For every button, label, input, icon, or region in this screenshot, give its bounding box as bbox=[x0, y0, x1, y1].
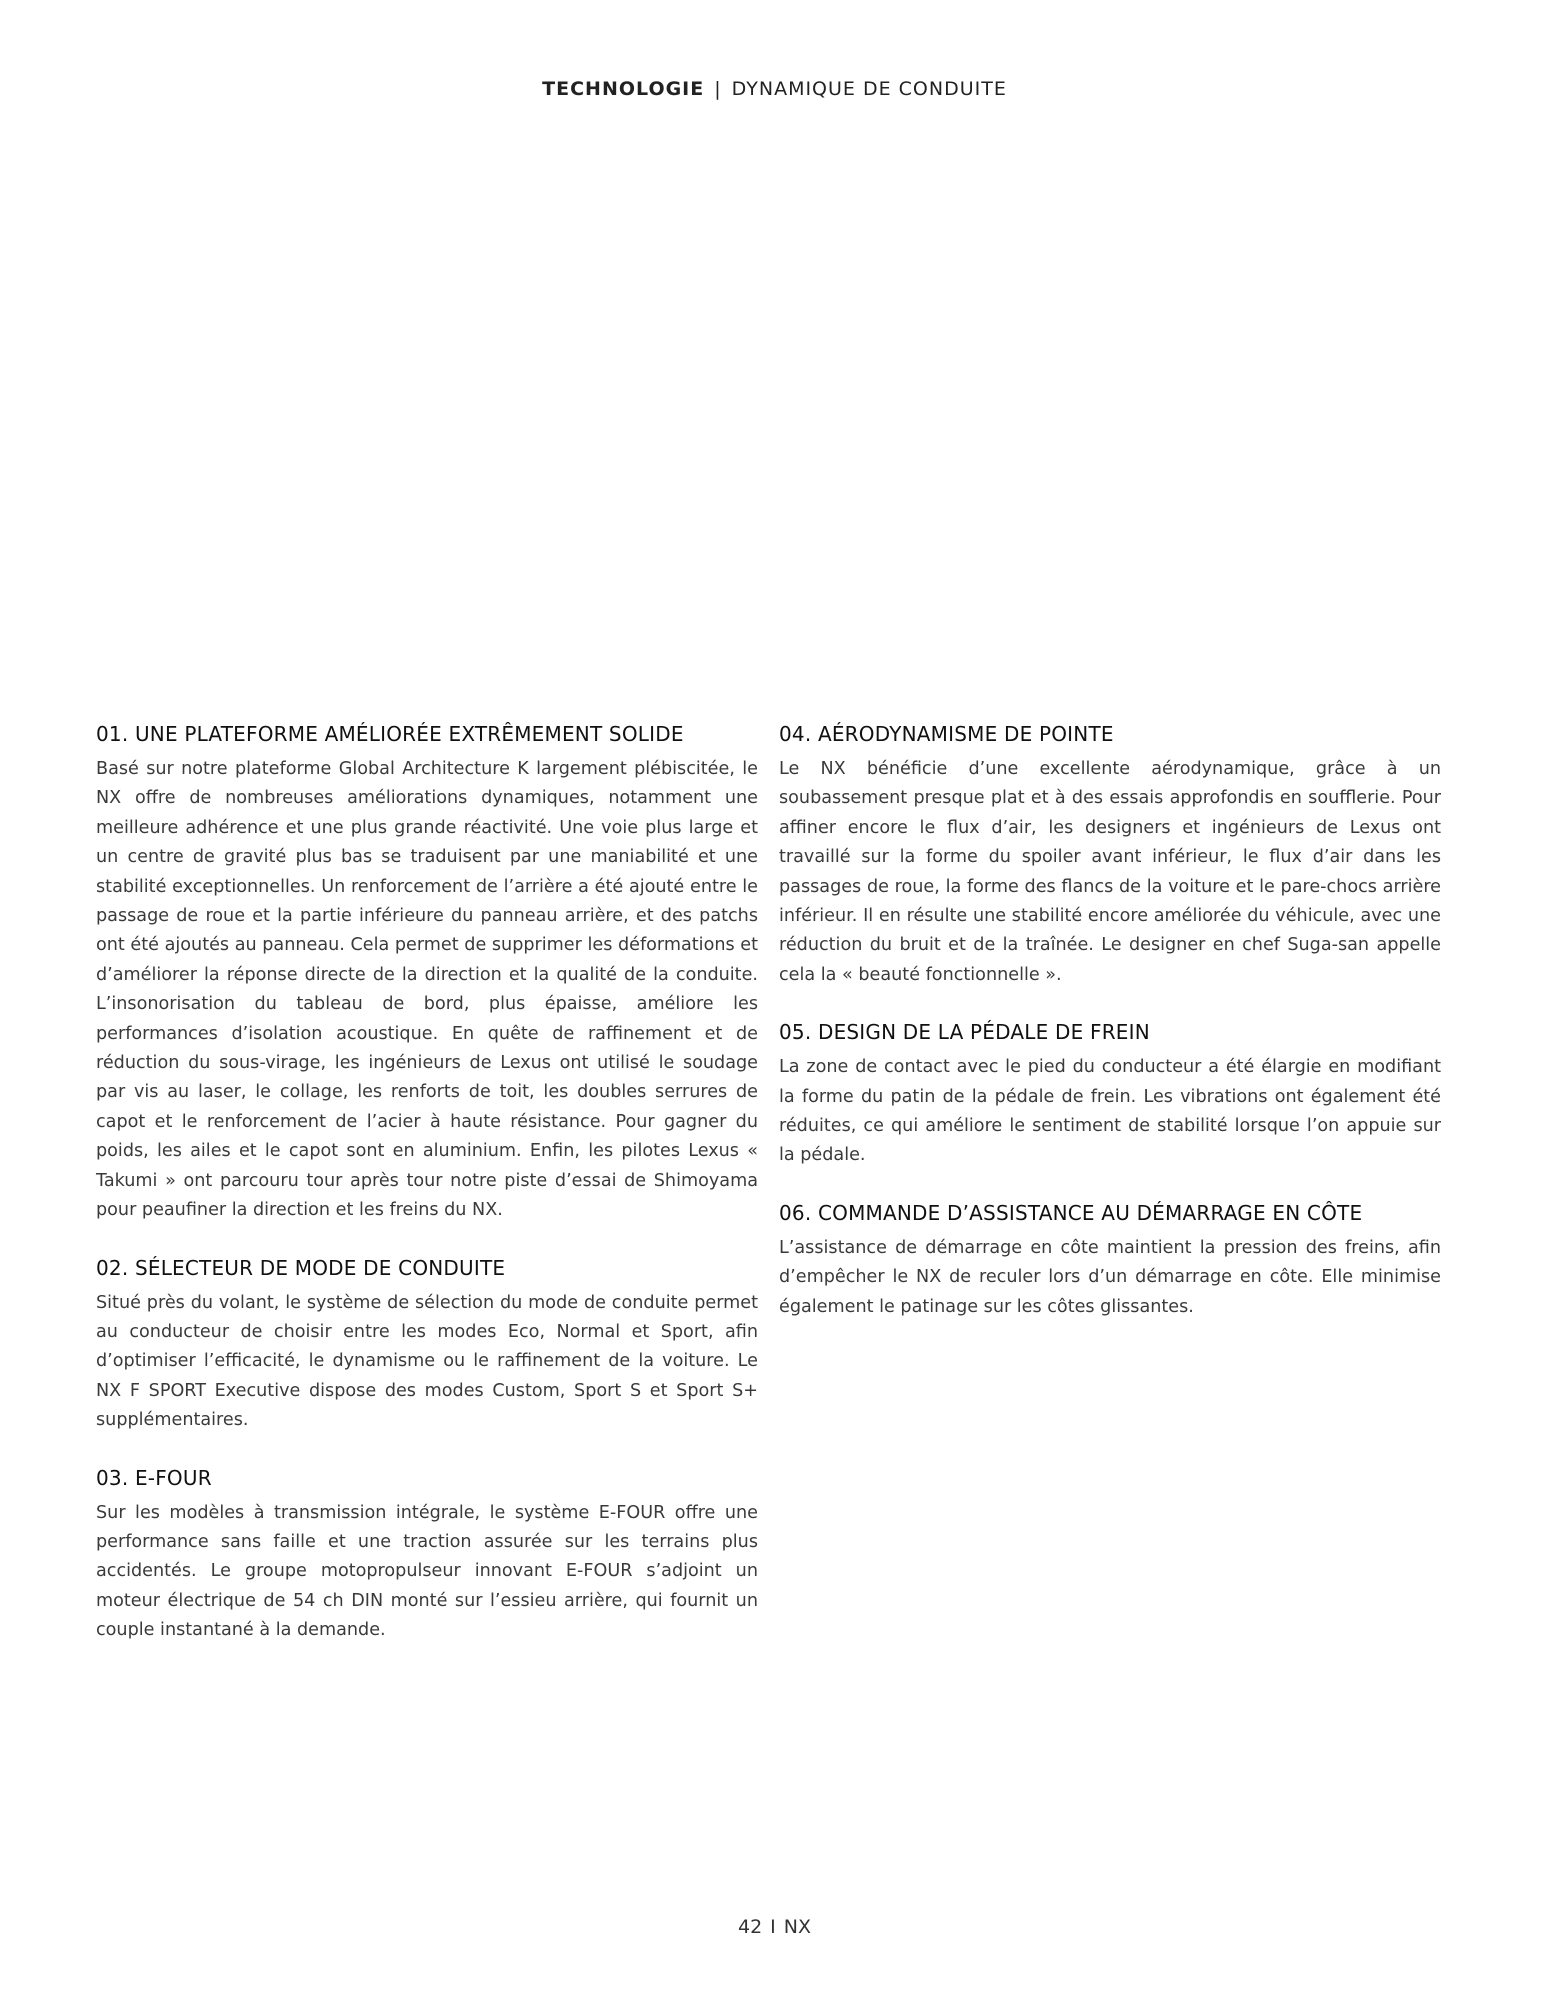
left-column bbox=[96, 722, 758, 1676]
section-body: Le NX bénéficie d’une excellente aérodynamique, grâce à un soubassement presque plat et à des essais approfondis en soufflerie. Pour affiner encore le flux d’air, les designers et ingénieurs de Lexus ont travaillé sur la forme du spoiler avant inférieur, le flux d’air dans les passages de roue, la forme des flancs de la voiture et le pare-chocs arrière inférieur. Il en résulte une stabilité encore améliorée du véhicule, avec une réduction du bruit et de la traînée. Le designer en chef Suga-san appelle cela la « beauté fonctionnelle ». bbox=[779, 759, 1441, 985]
section-body: Basé sur notre plateforme Global Architecture K largement plébiscitée, le NX offre de nombreuses améliorations dynamiques, notamment une meilleure adhérence et une plus grande réactivité. Une voie plus large et un centre de gravité plus bas se traduisent par une maniabilité et une stabilité exceptionnelles. Un renforcement de l’arrière a été ajouté entre le passage de roue et la partie inférieure du panneau arrière, et des patchs ont été ajoutés au panneau. Cela permet de supprimer les déformations et d’améliorer la réponse directe de la direction et la qualité de la conduite. L’insonorisation du tableau de bord, plus épaisse, améliore les performances d’isolation acoustique. En quête de raffinement et de réduction du sous-virage, les ingénieurs de Lexus ont utilisé le soudage par vis au laser, le collage, les renforts de toit, les doubles serrures de capot et le renforcement de l’acier à haute résistance. Pour gagner du poids, les ailes et le capot sont en aluminium. Enfin, les pilotes Lexus « Takumi » ont parcouru tour après tour notre piste d’essai de Shimoyama pour peaufiner la direction et les freins du NX. bbox=[96, 759, 758, 1221]
header-section: TECHNOLOGIE bbox=[542, 78, 705, 100]
section-title: 03. E-FOUR bbox=[96, 1465, 212, 1490]
section-body: La zone de contact avec le pied du conducteur a été élargie en modifiant la forme du patin de la pédale de frein. Les vibrations ont également été réduites, ce qui améliore le sentiment de stabilité lorsque l’on appuie sur la pédale. bbox=[779, 1057, 1441, 1166]
right-column bbox=[779, 722, 1441, 1352]
header-subsection: DYNAMIQUE DE CONDUITE bbox=[731, 78, 1007, 100]
section-aerodynamisme bbox=[779, 722, 1441, 990]
section-body: L’assistance de démarrage en côte maintient la pression des freins, afin d’empêcher le NX de reculer lors d’un démarrage en côte. Elle minimise également le patinage sur les côtes glissantes. bbox=[779, 1237, 1441, 1317]
section-body: Situé près du volant, le système de sélection du mode de conduite permet au conducteur de choisir entre les modes Eco, Normal et Sport, afin d’optimiser l’efficacité, le dynamisme ou le raffinement de la voiture. Le NX F SPORT Executive dispose des modes Custom, Sport S et Sport S+ supplémentaires. bbox=[96, 1292, 758, 1431]
section-assistance-demarrage bbox=[779, 1201, 1441, 1322]
section-selecteur-mode bbox=[96, 1256, 758, 1436]
footer-model: NX bbox=[783, 1916, 812, 1938]
footer-separator: I bbox=[770, 1916, 776, 1938]
section-title: 05. DESIGN DE LA PÉDALE DE FREIN bbox=[779, 1020, 1150, 1045]
section-title: 02. SÉLECTEUR DE MODE DE CONDUITE bbox=[96, 1255, 506, 1280]
section-body: Sur les modèles à transmission intégrale, le système E-FOUR offre une performance sans faille et une traction assurée sur les terrains plus accidentés. Le groupe motopropulseur innovant E-FOUR s’adjoint un moteur électrique de 54 ch DIN monté sur l’essieu arrière, qui fournit un couple instantané à la demande. bbox=[96, 1502, 758, 1641]
header-separator: | bbox=[714, 78, 722, 100]
page-number: 42 bbox=[737, 1916, 763, 1938]
section-e-four bbox=[96, 1466, 758, 1646]
section-plateforme bbox=[96, 722, 758, 1226]
page-footer bbox=[0, 1916, 1549, 1938]
section-title: 04. AÉRODYNAMISME DE POINTE bbox=[779, 722, 1114, 746]
page-header bbox=[0, 78, 1549, 100]
section-title: 06. COMMANDE D’ASSISTANCE AU DÉMARRAGE EN CÔTE bbox=[779, 1200, 1363, 1225]
section-pedale-frein bbox=[779, 1020, 1441, 1171]
section-title: 01. UNE PLATEFORME AMÉLIORÉE EXTRÊMEMENT SOLIDE bbox=[96, 722, 684, 746]
